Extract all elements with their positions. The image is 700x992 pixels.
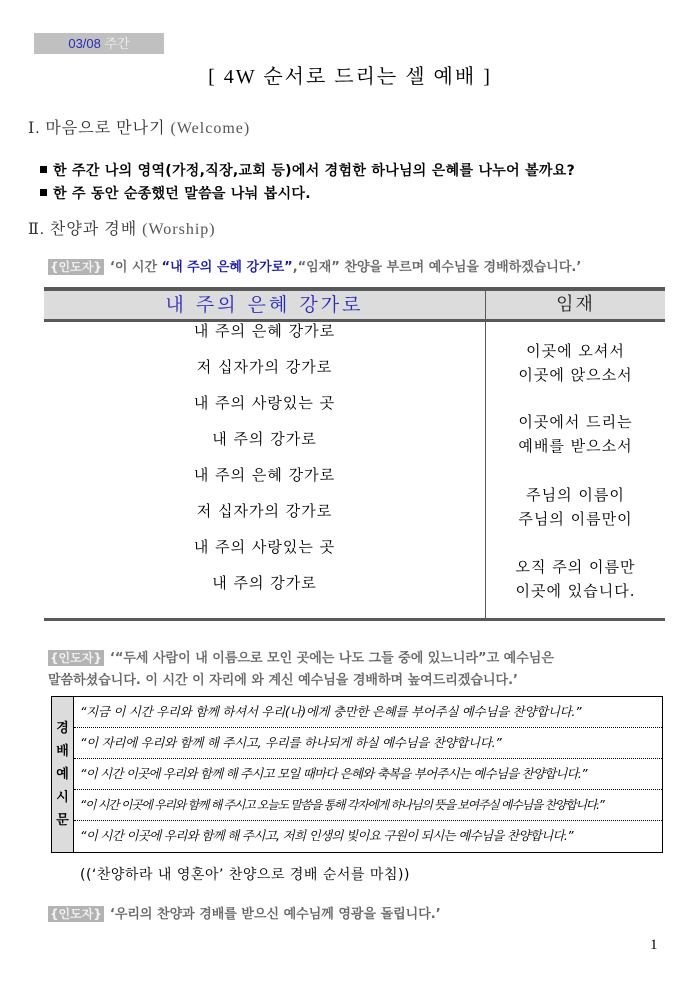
leader-scripture — [48, 648, 678, 692]
final-leader-text: ‘우리의 찬양과 경배를 받으신 예수님께 영광을 돌립니다.’ — [109, 907, 441, 922]
bullet-item-1 — [40, 160, 575, 180]
leader-scripture-line-1: ‘“두세 사람이 내 이름으로 모인 곳에는 나도 그들 중에 있느니라”고 예수님은 — [109, 651, 554, 666]
bullet-text: 한 주간 나의 영역(가정,직장,교회 등)에서 경험한 하나님의 은혜를 나누어 볼까요? — [53, 163, 575, 179]
closing-note: ((‘찬양하라 내 영혼아’ 찬양으로 경배 순서를 마침)) — [80, 867, 410, 883]
leader-tag: {인도자} — [50, 907, 102, 921]
intro-highlight: “내 주의 은혜 강가로” — [161, 260, 293, 275]
section-2-english: (Worship) — [142, 221, 216, 238]
leader-intro — [48, 256, 581, 275]
leader-tag: {인도자} — [50, 651, 102, 665]
final-leader — [48, 903, 441, 922]
lyric-line: 내 주의 은혜 강가로 — [193, 322, 336, 340]
section-1-heading — [28, 115, 250, 138]
lyric-line: 이곳에서 드리는 — [518, 413, 633, 431]
prayer-row: “이 시간 이곳에 우리와 함께 해 주시고, 저희 인생의 빛이요 구원이 되시는 예수님을 찬양합니다.” — [80, 828, 573, 843]
lyric-line: 이곳에 앉으소서 — [518, 366, 633, 384]
section-2-title: 찬양과 경배 — [49, 221, 138, 238]
lyric-line: 저 십자가의 강가로 — [196, 502, 333, 520]
prayer-rows — [74, 697, 662, 852]
lyric-line: 주님의 이름이 — [526, 486, 625, 504]
song-2-title: 임재 — [556, 294, 595, 315]
worship-prayer-label — [52, 697, 74, 852]
lyric-line: 내 주의 사랑있는 곳 — [193, 394, 336, 412]
section-1-title: 마음으로 만나기 — [45, 120, 166, 137]
lyric-line: 내 주의 은혜 강가로 — [193, 466, 336, 484]
label-char: 시 — [56, 790, 69, 805]
lyric-line: 저 십자가의 강가로 — [196, 358, 333, 376]
label-char: 배 — [56, 744, 69, 759]
section-1-english: (Welcome) — [170, 120, 251, 137]
lyric-line: 이곳에 있습니다. — [515, 582, 636, 600]
label-char: 예 — [56, 767, 69, 782]
leader-scripture-line-2: 말씀하셨습니다. 이 시간 이 자리에 와 계신 예수님을 경배하며 높여드리겠습니다.’ — [48, 673, 518, 688]
lyric-line: 내 주의 강가로 — [212, 430, 317, 448]
bullet-text: 한 주 동안 순종했던 말씀을 나눠 봅시다. — [53, 186, 311, 202]
prayer-row: “이 시간 이곳에 우리와 함께 해 주시고 오늘도 말씀을 통해 각자에게 하나님의 뜻을 보여주실 예수님을 찬양합니다.” — [74, 790, 662, 821]
leader-tag: {인도자} — [50, 260, 102, 274]
lyric-line: 이곳에 오셔서 — [526, 342, 625, 360]
section-2-numeral: Ⅱ. — [28, 221, 45, 238]
lyric-line: 내 주의 강가로 — [212, 574, 317, 592]
label-char: 문 — [56, 813, 69, 828]
bullet-item-2 — [40, 183, 311, 203]
prayer-row: “이 시간 이곳에 우리와 함께 해 주시고 모일 때마다 은혜와 축복을 부어주시는 예수님을 찬양합니다.” — [74, 759, 662, 790]
lyric-line: 주님의 이름만이 — [518, 510, 633, 528]
lyric-line: 내 주의 사랑있는 곳 — [193, 538, 336, 556]
worship-prayer-table — [51, 696, 663, 853]
prayer-row: “지금 이 시간 우리와 함께 하셔서 우리(나)에게 충만한 은혜를 부어주실 예수님을 찬양합니다.” — [74, 697, 662, 728]
lyric-line: 오직 주의 이름만 — [515, 558, 636, 576]
square-bullet-icon — [40, 189, 47, 196]
date-badge — [34, 33, 164, 54]
page-number: 1 — [650, 937, 658, 953]
week-label: 주간 — [104, 36, 130, 51]
intro-pre: ‘이 시간 — [109, 260, 162, 275]
section-2-heading — [28, 216, 216, 239]
date-text: 03/08 — [68, 36, 101, 51]
section-1-numeral: Ⅰ. — [28, 120, 41, 137]
prayer-row: “이 자리에 우리와 함께 해 주시고, 우리를 하나되게 하실 예수님을 찬양합니다.” — [74, 728, 662, 759]
intro-post: ,“임재” 찬양을 부르며 예수님을 경배하겠습니다.’ — [292, 260, 582, 275]
label-char: 경 — [56, 721, 69, 736]
table-bottom-border — [44, 618, 665, 621]
song-1-title: 내 주의 은혜 강가로 — [165, 294, 364, 316]
square-bullet-icon — [40, 166, 47, 173]
lyric-line: 예배를 받으소서 — [518, 437, 633, 455]
songs-table — [44, 287, 665, 621]
page-title: [ 4W 순서로 드리는 셀 예배 ] — [208, 66, 492, 88]
